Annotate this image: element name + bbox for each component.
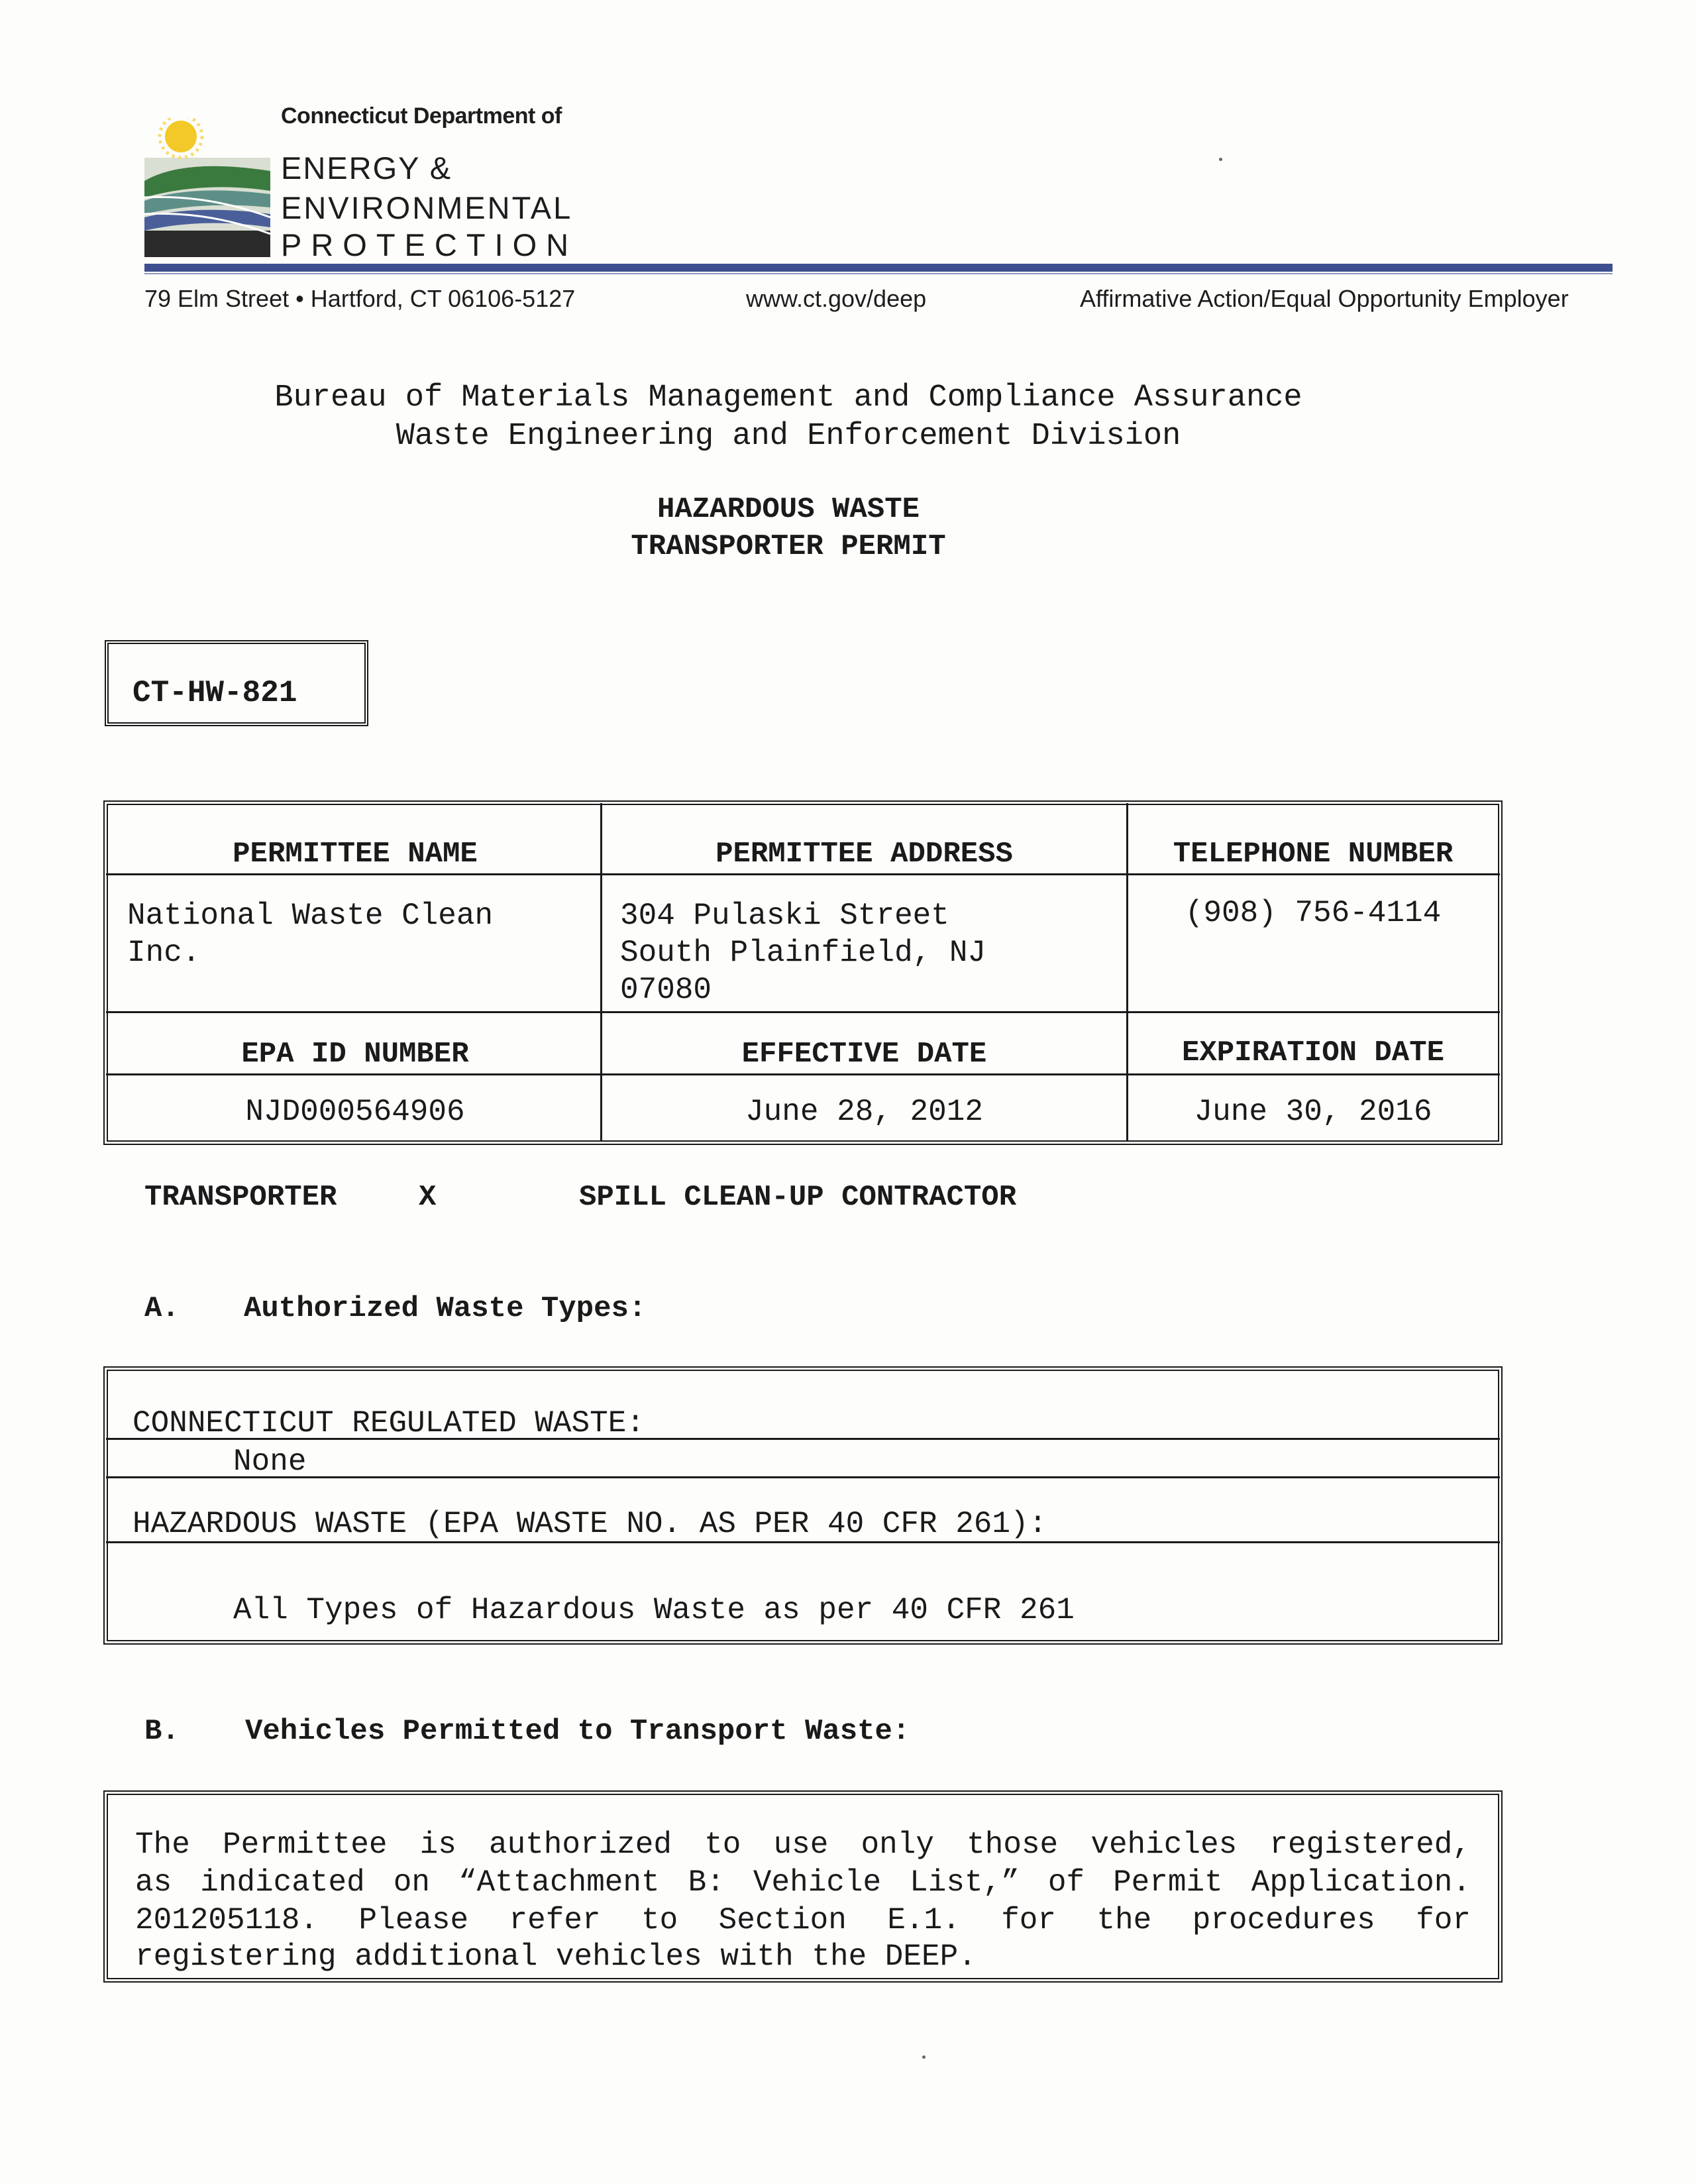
- expiration-date: June 30, 2016: [1194, 1095, 1432, 1129]
- permittee-address-line1: 304 Pulaski Street: [620, 899, 949, 933]
- letterhead-rule-thin: [144, 273, 1613, 274]
- telephone-number: (908) 756-4114: [1185, 896, 1442, 930]
- section-a-letter: A.: [144, 1292, 180, 1325]
- employer-note: Affirmative Action/Equal Opportunity Employer: [1080, 285, 1569, 312]
- permittee-name-line1: National Waste Clean: [127, 899, 494, 933]
- vehicles-text-line2: as indicated on “Attachment B: Vehicle List,” of Permit Application.: [135, 1865, 1471, 1900]
- header-permittee-address: PERMITTEE ADDRESS: [716, 838, 1013, 871]
- vehicles-text-line4: registering additional vehicles with the DEEP.: [135, 1939, 977, 1974]
- letterhead-rule: [144, 264, 1613, 272]
- permit-number: CT-HW-821: [132, 676, 297, 710]
- table-divider: [106, 1011, 1500, 1013]
- division-name: Waste Engineering and Enforcement Division: [396, 419, 1181, 454]
- table-divider: [106, 1476, 1500, 1478]
- agency-prefix: Connecticut Department of: [281, 103, 562, 129]
- header-expiration-date: EXPIRATION DATE: [1181, 1036, 1445, 1069]
- scan-speck: [1219, 158, 1222, 161]
- vehicles-text-line1: The Permittee is authorized to use only those vehicles registered,: [135, 1828, 1471, 1862]
- epa-id-number: NJD000564906: [245, 1095, 465, 1129]
- header-permittee-name: PERMITTEE NAME: [233, 838, 478, 871]
- table-divider: [106, 1541, 1500, 1543]
- header-epa-id: EPA ID NUMBER: [241, 1038, 469, 1071]
- permit-title-line1: HAZARDOUS WASTE: [657, 493, 920, 526]
- table-divider: [106, 1073, 1500, 1075]
- hazardous-waste-label: HAZARDOUS WASTE (EPA WASTE NO. AS PER 40 CFR 261):: [132, 1507, 1047, 1541]
- header-telephone-number: TELEPHONE NUMBER: [1173, 838, 1454, 871]
- permittee-name-line2: Inc.: [127, 936, 201, 970]
- agency-address: 79 Elm Street • Hartford, CT 06106-5127: [144, 285, 576, 312]
- section-b-heading: Vehicles Permitted to Transport Waste:: [245, 1715, 910, 1748]
- permit-title-line2: TRANSPORTER PERMIT: [631, 530, 946, 563]
- permittee-address-line3: 07080: [620, 973, 712, 1007]
- transporter-label: TRANSPORTER: [144, 1181, 337, 1214]
- agency-name-line3: PROTECTION: [281, 227, 578, 262]
- spill-cleanup-label: SPILL CLEAN-UP CONTRACTOR: [579, 1181, 1017, 1214]
- header-effective-date: EFFECTIVE DATE: [741, 1038, 987, 1071]
- effective-date: June 28, 2012: [745, 1095, 983, 1129]
- ct-regulated-waste-label: CONNECTICUT REGULATED WASTE:: [132, 1406, 645, 1441]
- agency-name-line1: ENERGY &: [281, 150, 452, 186]
- section-a-heading: Authorized Waste Types:: [244, 1292, 647, 1325]
- agency-website: www.ct.gov/deep: [746, 285, 927, 312]
- ct-regulated-waste-value: None: [233, 1445, 307, 1479]
- agency-name-line2: ENVIRONMENTAL: [281, 190, 573, 225]
- table-divider: [106, 873, 1500, 875]
- hazardous-waste-value: All Types of Hazardous Waste as per 40 CFR 261: [233, 1593, 1075, 1627]
- permittee-address-line2: South Plainfield, NJ: [620, 936, 986, 970]
- section-b-letter: B.: [144, 1715, 180, 1748]
- vehicles-text-line3: 201205118. Please refer to Section E.1. for the procedures for: [135, 1903, 1471, 1938]
- agency-logo: [144, 118, 270, 257]
- transporter-mark: X: [419, 1181, 437, 1214]
- bureau-name: Bureau of Materials Management and Compliance Assurance: [274, 380, 1302, 415]
- scan-speck: [922, 2055, 926, 2059]
